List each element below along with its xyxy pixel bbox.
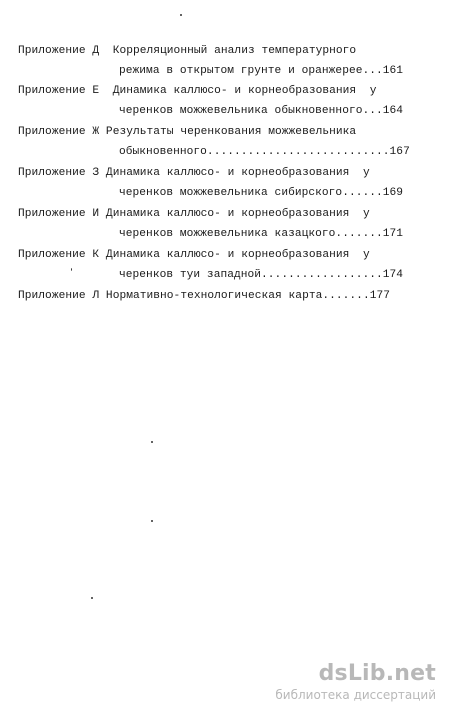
toc-entry-d-continuation: режима в открытом грунте и оранжерее...161 <box>119 65 404 77</box>
toc-entry-k-continuation: черенков туи западной..................174 <box>119 269 404 281</box>
toc-entry-d-title: Приложение Д Корреляционный анализ температурного <box>18 45 357 57</box>
watermark-subtitle: библиотека диссертаций <box>275 688 436 702</box>
toc-entry-l-title: Приложение Л Нормативно-технологическая карта.......177 <box>18 290 390 302</box>
dslib-watermark <box>275 662 436 702</box>
toc-entry-i-title: Приложение И Динамика каллюсо- и корнеобразования у <box>18 208 370 220</box>
watermark-logo: dsLib.net <box>318 661 436 686</box>
toc-entry-e-continuation: черенков можжевельника обыкновенного...164 <box>119 105 404 117</box>
toc-entry-z-title: Приложение З Динамика каллюсо- и корнеобразования у <box>18 167 370 179</box>
scan-speck <box>71 268 72 271</box>
toc-entry-e-title: Приложение Е Динамика каллюсо- и корнеобразования у <box>18 85 377 97</box>
toc-entry-i-continuation: черенков можжевельника казацкого.......171 <box>119 228 404 240</box>
scan-speck <box>91 597 93 599</box>
scan-speck <box>180 14 182 16</box>
toc-entry-k-title: Приложение К Динамика каллюсо- и корнеобразования у <box>18 249 370 261</box>
toc-entry-zh-title: Приложение Ж Результаты черенкования можжевельника <box>18 126 357 138</box>
scan-speck <box>151 441 153 443</box>
scan-speck <box>151 520 153 522</box>
toc-entry-z-continuation: черенков можжевельника сибирского......169 <box>119 187 404 199</box>
toc-entry-zh-continuation: обыкновенного...........................167 <box>119 146 410 158</box>
